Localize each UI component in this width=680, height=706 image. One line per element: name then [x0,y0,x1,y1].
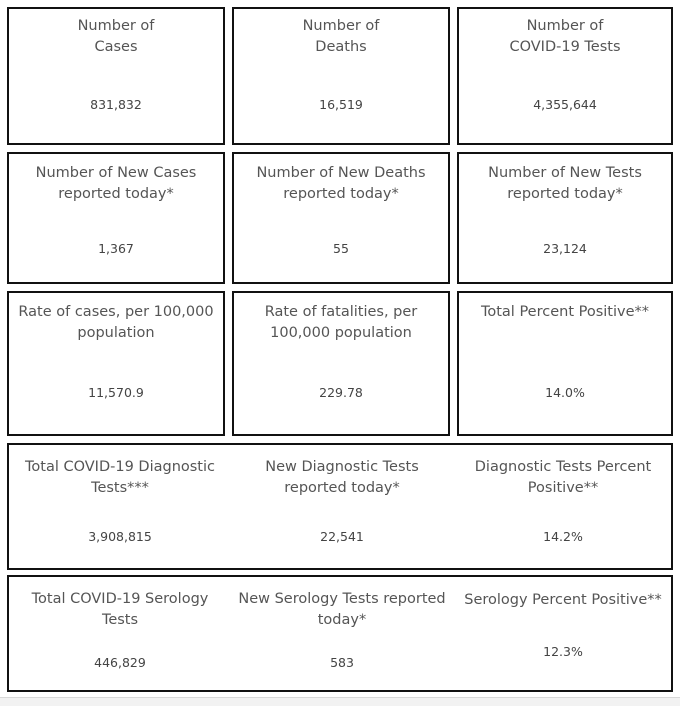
diagnostic-percent-cell [453,445,673,568]
percent-positive-label: Total Percent Positive** [480,304,650,320]
diagnostic-percent-label: Diagnostic Tests Percent Positive** [474,459,652,496]
new-tests-label: Number of New Tests reported today* [488,165,642,202]
diagnostic-new-value: 22,541 [320,529,364,544]
serology-total-cell [9,577,231,690]
diagnostic-new-label: New Diagnostic Tests reported today* [265,459,419,496]
case-rate-label: Rate of cases, per 100,000 population [18,304,214,341]
diagnostic-tests-panel [7,443,673,570]
diagnostic-total-cell [9,445,231,568]
serology-percent-label: Serology Percent Positive** [464,592,662,608]
percent-positive-card [457,291,673,436]
diagnostic-total-value: 3,908,815 [88,529,152,544]
percent-positive-value: 14.0% [545,385,585,400]
new-cases-label: Number of New Cases reported today* [35,165,197,202]
new-deaths-value: 55 [333,241,349,256]
tests-value: 4,355,644 [533,97,597,112]
deaths-card [232,7,450,145]
diagnostic-percent-value: 14.2% [543,529,583,544]
deaths-value: 16,519 [319,97,363,112]
case-rate-card [7,291,225,436]
fatality-rate-value: 229.78 [319,385,363,400]
deaths-label: Number of Deaths [302,18,380,55]
tests-label: Number of COVID-19 Tests [509,18,621,55]
serology-new-label: New Serology Tests reported today* [238,591,446,628]
serology-percent-value: 12.3% [543,644,583,659]
new-deaths-label: Number of New Deaths reported today* [256,165,426,202]
new-tests-card [457,152,673,284]
cases-card [7,7,225,145]
serology-percent-cell [453,577,673,690]
serology-total-label: Total COVID-19 Serology Tests [31,591,209,628]
serology-total-value: 446,829 [94,655,146,670]
cases-value: 831,832 [90,97,142,112]
new-cases-value: 1,367 [98,241,134,256]
new-cases-card [7,152,225,284]
diagnostic-total-label: Total COVID-19 Diagnostic Tests*** [25,459,215,496]
case-rate-value: 11,570.9 [88,385,144,400]
new-deaths-card [232,152,450,284]
cases-label: Number of Cases [77,18,155,55]
fatality-rate-card [232,291,450,436]
serology-tests-panel [7,575,673,692]
tests-card [457,7,673,145]
diagnostic-new-cell [231,445,453,568]
serology-new-cell [231,577,453,690]
fatality-rate-label: Rate of fatalities, per 100,000 population [264,304,418,341]
new-tests-value: 23,124 [543,241,587,256]
serology-new-value: 583 [330,655,354,670]
